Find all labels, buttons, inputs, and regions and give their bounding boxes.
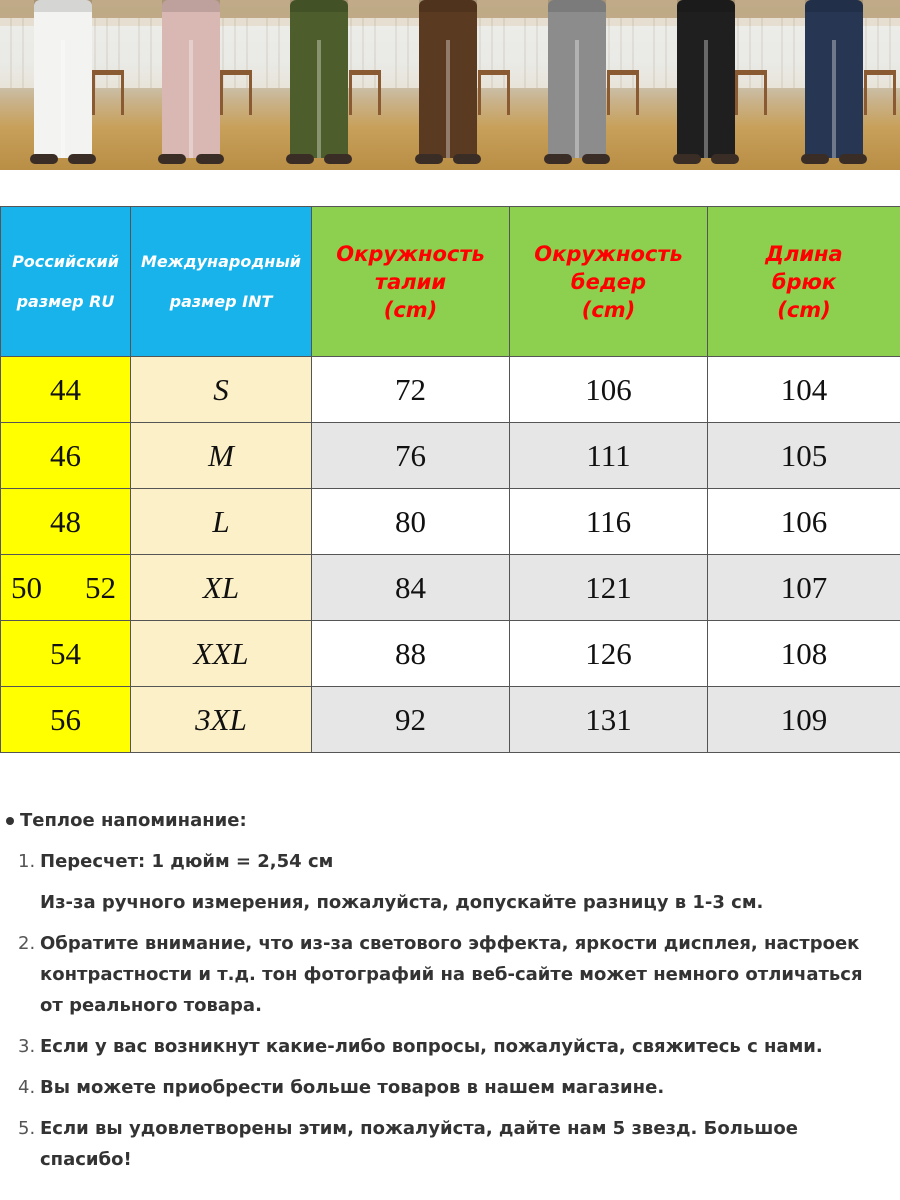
pants-white <box>34 0 92 158</box>
list-item-text: Пересчет: 1 дюйм = 2,54 см <box>40 851 334 872</box>
header-length-line2: брюк <box>771 269 837 294</box>
list-item-text: Вы можете приобрести больше товаров в нашем магазине. <box>40 1077 665 1098</box>
header-int-size <box>131 207 312 357</box>
table-row <box>1 555 900 621</box>
hips-cell: 111 <box>510 423 708 489</box>
header-ru-size-line2: размер RU <box>16 291 115 311</box>
list-item <box>0 1031 890 1062</box>
int-size-cell: S <box>131 357 312 423</box>
header-waist-line1: Окружность <box>336 241 485 266</box>
table-row <box>1 423 900 489</box>
length-cell: 108 <box>708 621 900 687</box>
reminder-list <box>0 846 890 1185</box>
hips-cell: 121 <box>510 555 708 621</box>
hips-cell: 116 <box>510 489 708 555</box>
pants-black <box>677 0 735 158</box>
waist-cell: 80 <box>312 489 510 555</box>
header-length-line3: (cm) <box>777 297 831 322</box>
list-item <box>0 928 890 1021</box>
waist-cell: 76 <box>312 423 510 489</box>
list-item-text: Если вы удовлетворены этим, пожалуйста, дайте нам 5 звезд. Большое спасибо! <box>40 1118 798 1170</box>
header-hips-line2: бедер <box>570 269 647 294</box>
hips-cell: 106 <box>510 357 708 423</box>
size-chart-table <box>0 206 900 753</box>
waist-cell: 88 <box>312 621 510 687</box>
header-waist-line2: талии <box>374 269 447 294</box>
pants-pink <box>162 0 220 158</box>
bullet-icon <box>6 817 14 825</box>
table-row <box>1 621 900 687</box>
list-item-subtext: Из-за ручного измерения, пожалуйста, допускайте разницу в 1-3 см. <box>40 892 764 913</box>
product-photo-olive <box>256 0 385 170</box>
table-row <box>1 489 900 555</box>
pants-brown <box>419 0 477 158</box>
list-item-number: 3. <box>18 1036 36 1057</box>
int-size-cell: M <box>131 423 312 489</box>
length-cell: 107 <box>708 555 900 621</box>
list-item-number: 5. <box>18 1118 36 1139</box>
ru-size-value-a: 50 <box>11 569 42 605</box>
list-item-number: 1. <box>18 851 36 872</box>
header-waist <box>312 207 510 357</box>
header-hips-line3: (cm) <box>581 297 636 322</box>
header-int-size-line2: размер INT <box>169 291 273 311</box>
list-item <box>0 1113 890 1175</box>
list-item-text: Если у вас возникнут какие-либо вопросы, пожалуйста, свяжитесь с нами. <box>40 1036 823 1057</box>
header-hips <box>510 207 708 357</box>
list-item <box>0 846 890 918</box>
product-photo-white <box>0 0 128 170</box>
list-item-text: Обратите внимание, что из-за светового эффекта, яркости дисплея, настроек контрастности и т.д. тон фотографий на веб-сайте может немного отличаться от реального товара. <box>40 933 863 1016</box>
table-row <box>1 687 900 753</box>
length-cell: 105 <box>708 423 900 489</box>
int-size-cell: XL <box>131 555 312 621</box>
pants-olive <box>290 0 348 158</box>
waist-cell: 92 <box>312 687 510 753</box>
ru-size-cell: 56 <box>1 687 131 753</box>
header-length-line1: Длина <box>765 241 843 266</box>
waist-cell: 84 <box>312 555 510 621</box>
table-row <box>1 357 900 423</box>
reminder-title <box>6 810 247 831</box>
ru-size-cell: 54 <box>1 621 131 687</box>
product-photo-black <box>643 0 771 170</box>
list-item <box>0 1072 890 1103</box>
header-waist-line3: (cm) <box>383 297 438 322</box>
ru-size-value-b: 52 <box>85 569 116 605</box>
header-ru-size <box>1 207 131 357</box>
header-length <box>708 207 900 357</box>
list-item-number: 2. <box>18 933 36 954</box>
list-item-number: 4. <box>18 1077 36 1098</box>
product-photo-pink <box>128 0 256 170</box>
product-photo-brown <box>385 0 514 170</box>
reminder-title-text: Теплое напоминание: <box>20 810 247 831</box>
ru-size-cell: 44 <box>1 357 131 423</box>
ru-size-cell: 46 <box>1 423 131 489</box>
length-cell: 106 <box>708 489 900 555</box>
header-int-size-line1: Международный <box>141 251 301 271</box>
length-cell: 109 <box>708 687 900 753</box>
header-ru-size-line1: Российский <box>12 251 119 271</box>
table-header-row <box>1 207 900 357</box>
waist-cell: 72 <box>312 357 510 423</box>
length-cell: 104 <box>708 357 900 423</box>
int-size-cell: L <box>131 489 312 555</box>
pants-navy <box>805 0 863 158</box>
header-hips-line1: Окружность <box>534 241 683 266</box>
pants-gray <box>548 0 606 158</box>
product-photo-navy <box>771 0 900 170</box>
int-size-cell: XXL <box>131 621 312 687</box>
hips-cell: 131 <box>510 687 708 753</box>
hips-cell: 126 <box>510 621 708 687</box>
int-size-cell: 3XL <box>131 687 312 753</box>
product-photo-banner <box>0 0 900 170</box>
ru-size-cell: 48 <box>1 489 131 555</box>
product-photo-gray <box>514 0 643 170</box>
ru-size-cell <box>1 555 131 621</box>
